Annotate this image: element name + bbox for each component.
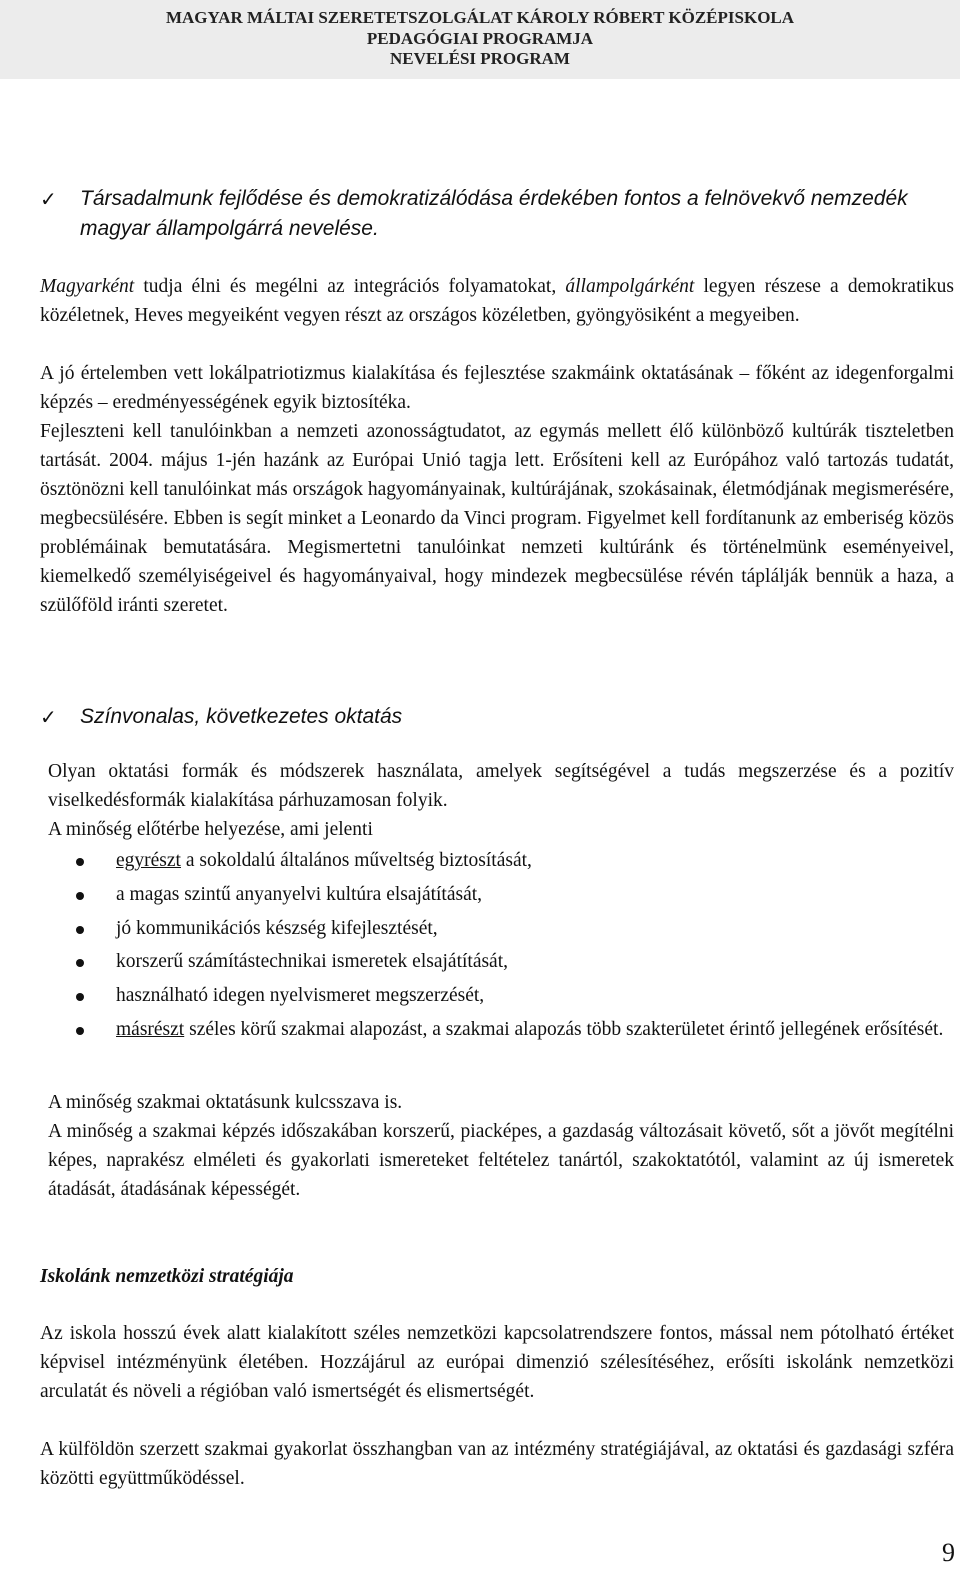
list-item <box>70 981 960 1010</box>
list-item <box>70 947 960 976</box>
emphasis-hungarian: Magyarként <box>40 276 135 297</box>
paragraph-national-identity: Fejleszteni kell tanulóinkban a nemzeti azonosságtudatot, az egymás mellett élő különböző kultúrák tiszteletben tartását. 2004. május 1-jén hazánk az Európai Unió tagja lett. Erősíteni kell az Európához való tartozás tudatát, ösztönözni kell tanulóinkat más országok hagyományainak, kultúrájának, szokásainak, életmódjának megismerésére, megbecsülésére. Ebben is segít minket a Leonardo da Vinci program. Figyelmet kell fordítanunk az emberiség közös problémáinak bemutatására. Megismertetni tanulóinkat nemzeti kultúránk és történelmünk eseményeivel, kiemelkedő személyiségeivel és hagyományaival, hogy mindezek megbecsülése révén táplálják bennük a haza, a szülőföld iránti szeretet. <box>40 421 954 616</box>
header-program-title: PEDAGÓGIAI PROGRAMJA <box>366 28 594 48</box>
paragraph-text: tudja élni és megélni az integrációs folyamatokat, <box>134 276 566 297</box>
list-item <box>70 846 960 875</box>
bullet-icon <box>76 1027 84 1035</box>
list-item-text: a magas szintű anyanyelvi kultúra elsajátítását, <box>116 883 483 905</box>
bullet-icon <box>76 858 84 866</box>
check-item-text: Színvonalas, következetes oktatás <box>80 705 403 728</box>
paragraph-quality-keyword: A minőség szakmai oktatásunk kulcsszava is. <box>48 1092 403 1113</box>
checkmark-icon: ✓ <box>40 187 57 211</box>
paragraph-citizenship <box>40 272 954 330</box>
bullet-icon <box>76 926 84 934</box>
list-item <box>70 914 960 943</box>
bullet-icon <box>76 959 84 967</box>
section-heading-international-strategy: Iskolánk nemzetközi stratégiája <box>40 1266 294 1287</box>
check-item-quality-education <box>40 702 940 732</box>
paragraph-foreign-practice: A külföldön szerzett szakmai gyakorlat összhangban van az intézmény stratégiájával, az oktatási és gazdasági szféra közötti együttműködéssel. <box>40 1439 954 1489</box>
header-section-title: NEVELÉSI PROGRAM <box>390 49 570 68</box>
paragraph-local-patriotism: A jó értelemben vett lokálpatriotizmus kialakítása és fejlesztése szakmáink oktatásának – főként az idegenforgalmi képzés – eredményességének egyik biztosítéka. <box>40 363 954 413</box>
list-item-underlined: egyrészt <box>116 850 181 871</box>
check-item-society <box>40 184 940 244</box>
page-header <box>0 0 960 79</box>
bullet-icon <box>76 892 84 900</box>
list-item-text: jó kommunikációs készség kifejlesztését, <box>116 917 438 939</box>
header-school-name: MAGYAR MÁLTAI SZERETETSZOLGÁLAT KÁROLY RÓBERT KÖZÉPISKOLA <box>165 8 795 27</box>
paragraph-international-relations: Az iskola hosszú évek alatt kialakított széles nemzetközi kapcsolatrendszere fontos, mással nem pótolható értéket képvisel intézményünk életében. Hozzájárul az európai dimenzió szélesítéséhez, erősíti iskolánk nemzetközi arculatát és növeli a régióban való ismertségét és elismertségét. <box>40 1323 954 1402</box>
check-item-text: Társadalmunk fejlődése és demokratizálódása érdekében fontos a felnövekvő nemzedék magyar állampolgárrá nevelése. <box>80 187 908 240</box>
paragraph-methods: Olyan oktatási formák és módszerek használata, amelyek segítségével a tudás megszerzése és a pozitív viselkedésformák kialakítása párhuzamosan folyik. <box>48 761 954 811</box>
paragraph-quality-intro: A minőség előtérbe helyezése, ami jelenti <box>48 819 373 840</box>
list-item <box>70 1015 960 1044</box>
emphasis-citizen: állampolgárként <box>565 276 695 297</box>
paragraph-text: legyen részese a demokratikus közéletnek, Heves megyeiként vegyen részt az országos közéletben, gyöngyösiként a megyeiben. <box>40 276 954 326</box>
checkmark-icon: ✓ <box>40 705 57 729</box>
list-item-text: a sokoldalú általános műveltség biztosítását, <box>180 850 532 871</box>
list-item <box>70 880 960 909</box>
list-item-text: széles körű szakmai alapozást, a szakmai alapozás több szakterületet érintő jellegének erősítését. <box>184 1018 944 1040</box>
bullet-icon <box>76 993 84 1001</box>
list-item-text: használható idegen nyelvismeret megszerzését, <box>116 985 485 1007</box>
list-item-text: korszerű számítástechnikai ismeretek elsajátítását, <box>116 951 509 973</box>
list-item-underlined: másrészt <box>116 1018 185 1040</box>
paragraph-quality-training: A minőség a szakmai képzés időszakában korszerű, piacképes, a gazdaság változásait követő, sőt a jövőt megítélni képes, naprakész elméleti és gyakorlati ismereteket feltételez tanártól, szakoktatótól, valamint az új ismeretek átadását, átadásának képességét. <box>48 1121 954 1200</box>
quality-bullet-list <box>70 846 960 1044</box>
page-number: 9 <box>942 1538 955 1567</box>
